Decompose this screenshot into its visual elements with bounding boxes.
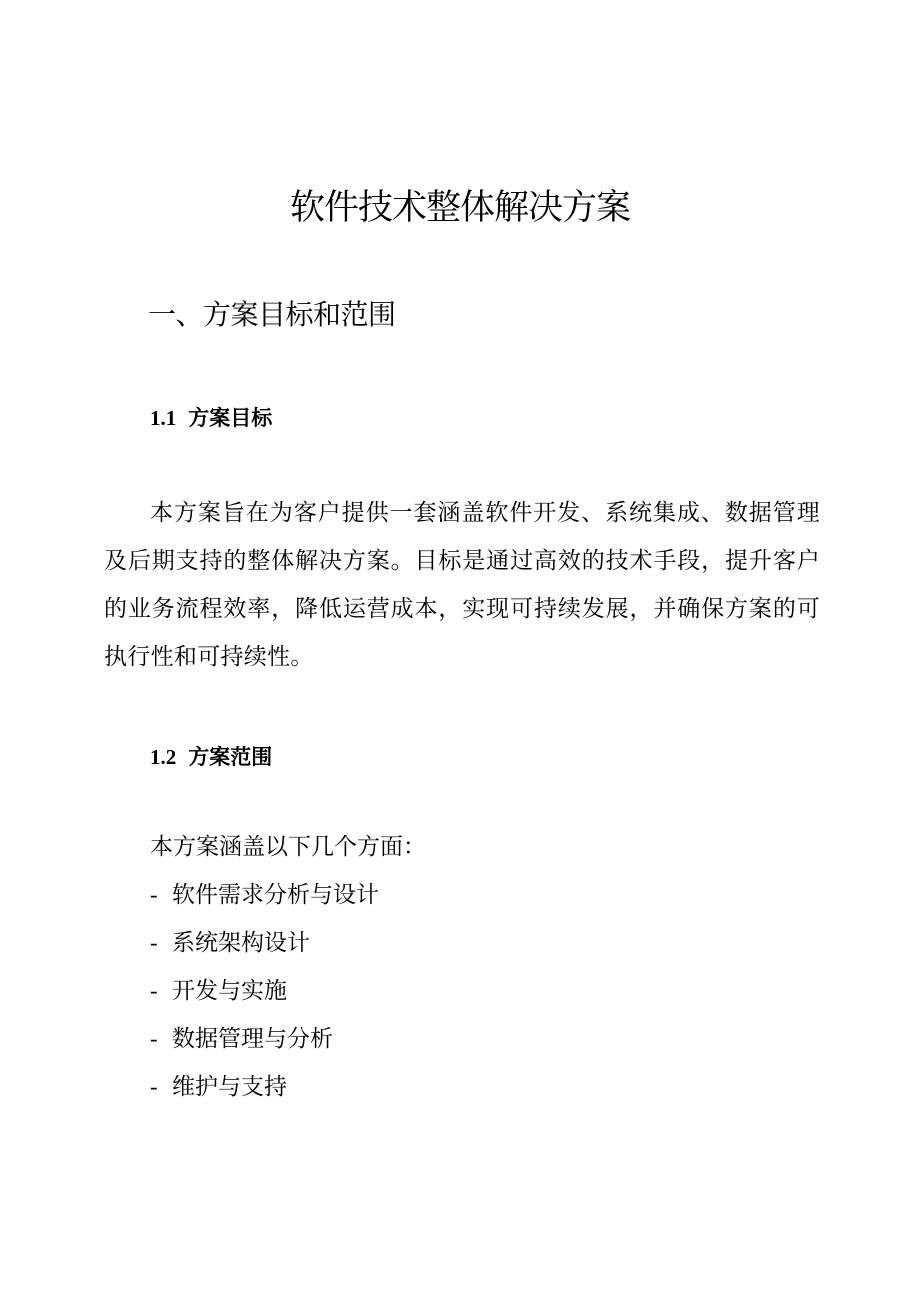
list-item [150,1024,379,1072]
list-item [150,1072,379,1120]
list-item [150,976,379,1024]
subsection-heading-goal [150,403,272,433]
bullet-dash: - [150,978,158,1003]
list-item-text: 数据管理与分析 [172,1026,333,1052]
subsection-heading-scope [150,742,272,772]
scope-list [150,880,379,1120]
list-item [150,880,379,928]
subsection-number: 1.2 [150,745,177,769]
bullet-dash: - [150,1026,158,1051]
subsection-title: 方案范围 [188,744,273,769]
list-item [150,928,379,976]
bullet-dash: - [150,882,158,907]
section-heading: 一、方案目标和范围 [148,298,396,331]
list-item-text: 维护与支持 [172,1074,287,1100]
goal-paragraph: 本方案旨在为客户提供一套涵盖软件开发、系统集成、数据管理及后期支持的整体解决方案。目标是通过高效的技术手段，提升客户的业务流程效率，降低运营成本，实现可持续发展，并确保方案的可执行性和可持续性。 [104,500,820,670]
document-title: 软件技术整体解决方案 [289,188,630,228]
list-item-text: 系统架构设计 [172,930,310,956]
subsection-title: 方案目标 [188,405,273,430]
list-item-text: 开发与实施 [172,978,287,1004]
scope-intro: 本方案涵盖以下几个方面： [150,834,426,860]
list-item-text: 软件需求分析与设计 [172,882,379,908]
bullet-dash: - [150,930,158,955]
subsection-number: 1.1 [150,406,177,430]
bullet-dash: - [150,1074,158,1099]
